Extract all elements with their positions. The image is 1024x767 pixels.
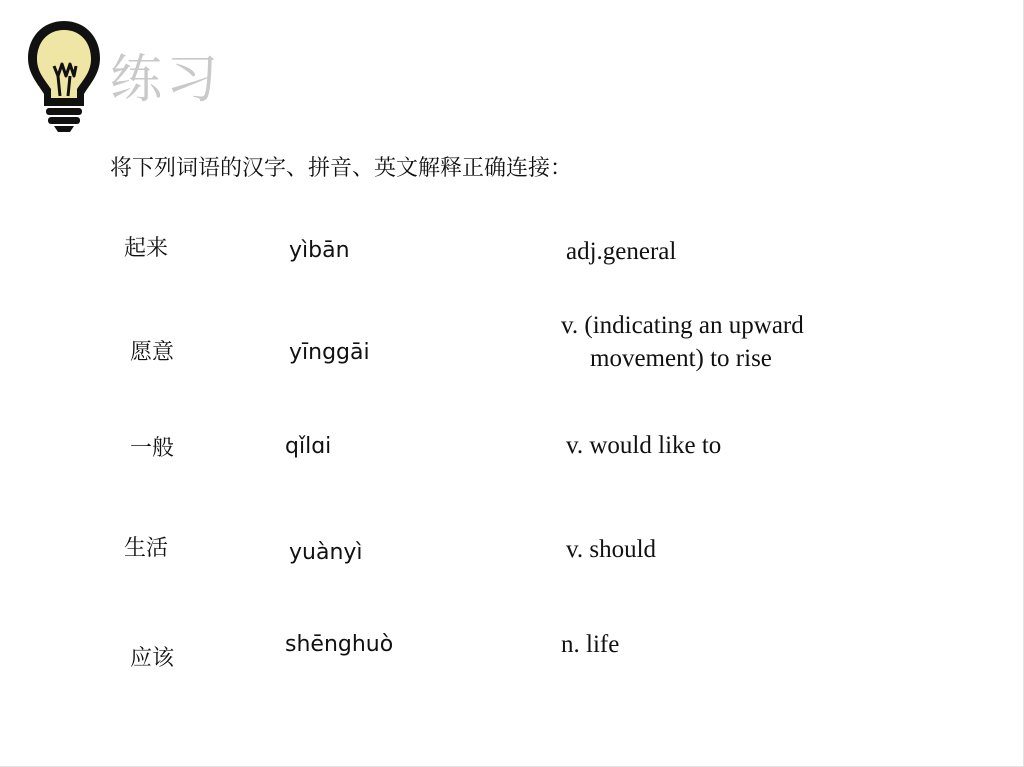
slide-title: 练习 — [110, 50, 223, 110]
hanzi-item: 愿意 — [130, 340, 175, 365]
pinyin-item: yīnggāi — [289, 340, 370, 365]
instruction-text: 将下列词语的汉字、拼音、英文解释正确连接： — [110, 156, 573, 181]
hanzi-item: 一般 — [130, 436, 175, 461]
pinyin-item: shēnghuò — [285, 632, 394, 657]
hanzi-item: 生活 — [124, 536, 169, 561]
english-definition — [566, 430, 721, 463]
pinyin-item: qǐlɑi — [285, 434, 332, 459]
english-definition-line: v. (indicating an upward — [561, 312, 804, 339]
english-definition — [566, 236, 676, 269]
english-definition-line: movement) to rise — [590, 344, 772, 372]
english-definition — [566, 534, 656, 567]
pinyin-item: yuànyì — [289, 540, 363, 565]
pinyin-item: yìbān — [289, 238, 350, 263]
hanzi-item: 应该 — [130, 646, 175, 671]
hanzi-item: 起来 — [124, 236, 169, 261]
english-definition-line: v. should — [566, 536, 657, 563]
english-definition — [561, 310, 804, 375]
lightbulb-icon — [24, 18, 104, 133]
english-definition-line: n. life — [561, 631, 620, 658]
english-definition-line: adj.general — [566, 238, 677, 265]
english-definition — [561, 629, 619, 662]
english-definition-line: v. would like to — [566, 432, 722, 459]
